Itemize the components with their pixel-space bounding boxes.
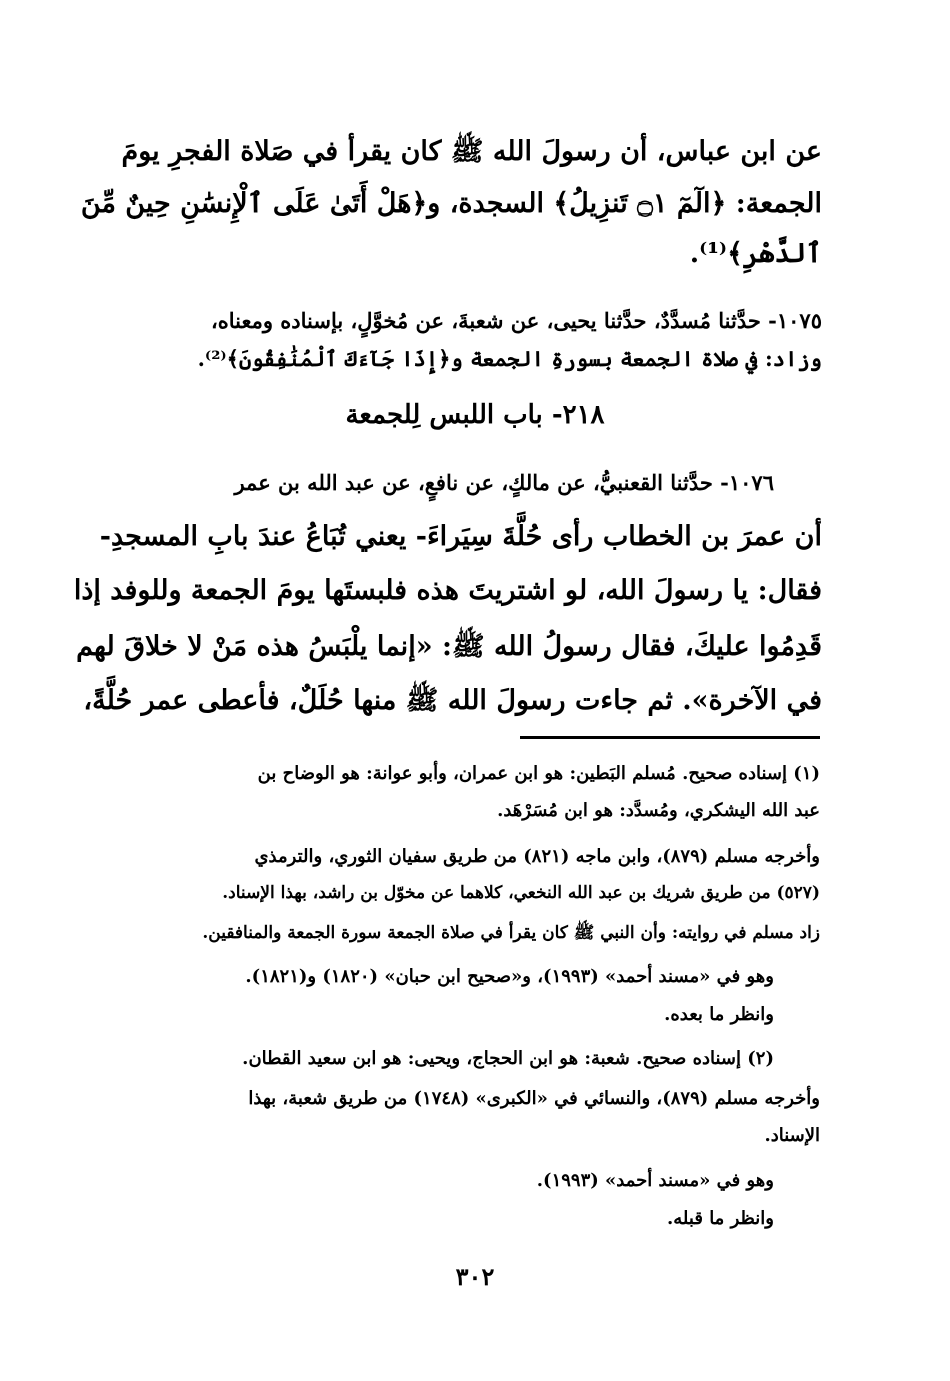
footnote-2-line-4: وهو في «مسند أحمد» (١٩٩٣). <box>536 1170 774 1191</box>
footnote-1-line-5: زاد مسلم في روايته: وأن النبي ﷺ كان يقرأ في صلاة الجمعة سورة الجمعة والمنافقين. <box>202 923 820 943</box>
footnote-2-line-5: وانظر ما قبله. <box>667 1208 774 1229</box>
hadith-1074-line-1: عن ابن عباس، أن رسولَ الله ﷺ كان يقرأ في صَلاة الفجرِ يومَ <box>121 136 822 167</box>
footnote-1-line-7: وانظر ما بعده. <box>664 1004 774 1025</box>
page-number: ٣٠٢ <box>455 1262 495 1291</box>
footnote-1-line-1: (١) إسناده صحيح. مُسلم البَطين: هو ابن عمران، وأبو عوانة: هو الوضاح بن <box>257 763 820 784</box>
hadith-1076-line-4: في الآخرة». ثم جاءت رسولَ الله ﷺ منها حُلَلٌ، فأعطى عمر حُلَّةً، <box>83 685 822 716</box>
chapter-heading: ٢١٨- باب اللبس لِلجمعة <box>345 400 605 430</box>
hadith-1074-line-3: ٱلدَّهْرِ﴾⁽¹⁾. <box>689 238 822 269</box>
hadith-1076-line-2: فقال: يا رسولَ الله، لو اشتريتَ هذه فلبستَها يومَ الجمعة وللوفد إذا <box>73 575 822 606</box>
hadith-1075-line-1: ١٠٧٥- حدَّثنا مُسدَّدٌ، حدَّثنا يحيى، عن شعبةَ، عن مُخوَّلٍ، بإسناده ومعناه، <box>210 308 822 333</box>
hadith-1076-line-3: قَدِمُوا عليكَ، فقال رسولُ الله ﷺ: «إنما يلْبَسُ هذه مَنْ لا خلاقَ لهم <box>76 631 822 662</box>
footnote-1-line-4: (٥٢٧) من طريق شريك بن عبد الله النخعي، كلاهما عن مخوّل بن راشد، بهذا الإسناد. <box>222 883 820 903</box>
hadith-1076-line-1: أن عمرَ بن الخطاب رأى حُلَّةَ سِيَراءَ- يعني تُبَاعُ عندَ بابِ المسجدِ- <box>99 521 822 552</box>
footnote-separator <box>520 736 820 739</box>
hadith-1074-line-2: الجمعة: ﴿الٓمٓ ۝١ تَنزِيلُ﴾ السجدة، و﴿هَلْ أَتَىٰ عَلَى ٱلْإِنسَٰنِ حِينٌ مِّنَ <box>80 188 822 219</box>
footnote-2-line-1: (٢) إسناده صحيح. شعبة: هو ابن الحجاج، ويحيى: هو ابن سعيد القطان. <box>242 1048 774 1069</box>
hadith-1075-line-2: وزاد: في صلاة الجمعة بسورةِ الجمعة و﴿إِذَا جَآءَكَ ٱلْمُنَٰفِقُونَ﴾⁽²⁾. <box>197 346 822 371</box>
footnote-2-line-2: وأخرجه مسلم (٨٧٩)، والنسائي في «الكبرى» (١٧٤٨) من طريق شعبة، بهذا <box>248 1088 820 1109</box>
footnote-1-line-3: وأخرجه مسلم (٨٧٩)، وابن ماجه (٨٢١) من طريق سفيان الثوري، والترمذي <box>254 846 820 867</box>
footnote-2-line-3: الإسناد. <box>764 1125 820 1146</box>
footnote-1-line-2: عبد الله اليشكري، ومُسدَّد: هو ابن مُسَرْهَد. <box>497 800 820 821</box>
hadith-1076-isnad: ١٠٧٦- حدَّثنا القعنبيُّ، عن مالكٍ، عن نافعٍ، عن عبد الله بن عمر <box>234 470 774 495</box>
footnote-1-line-6: وهو في «مسند أحمد» (١٩٩٣)، و«صحيح ابن حبان» (١٨٢٠) و(١٨٢١). <box>245 966 774 987</box>
